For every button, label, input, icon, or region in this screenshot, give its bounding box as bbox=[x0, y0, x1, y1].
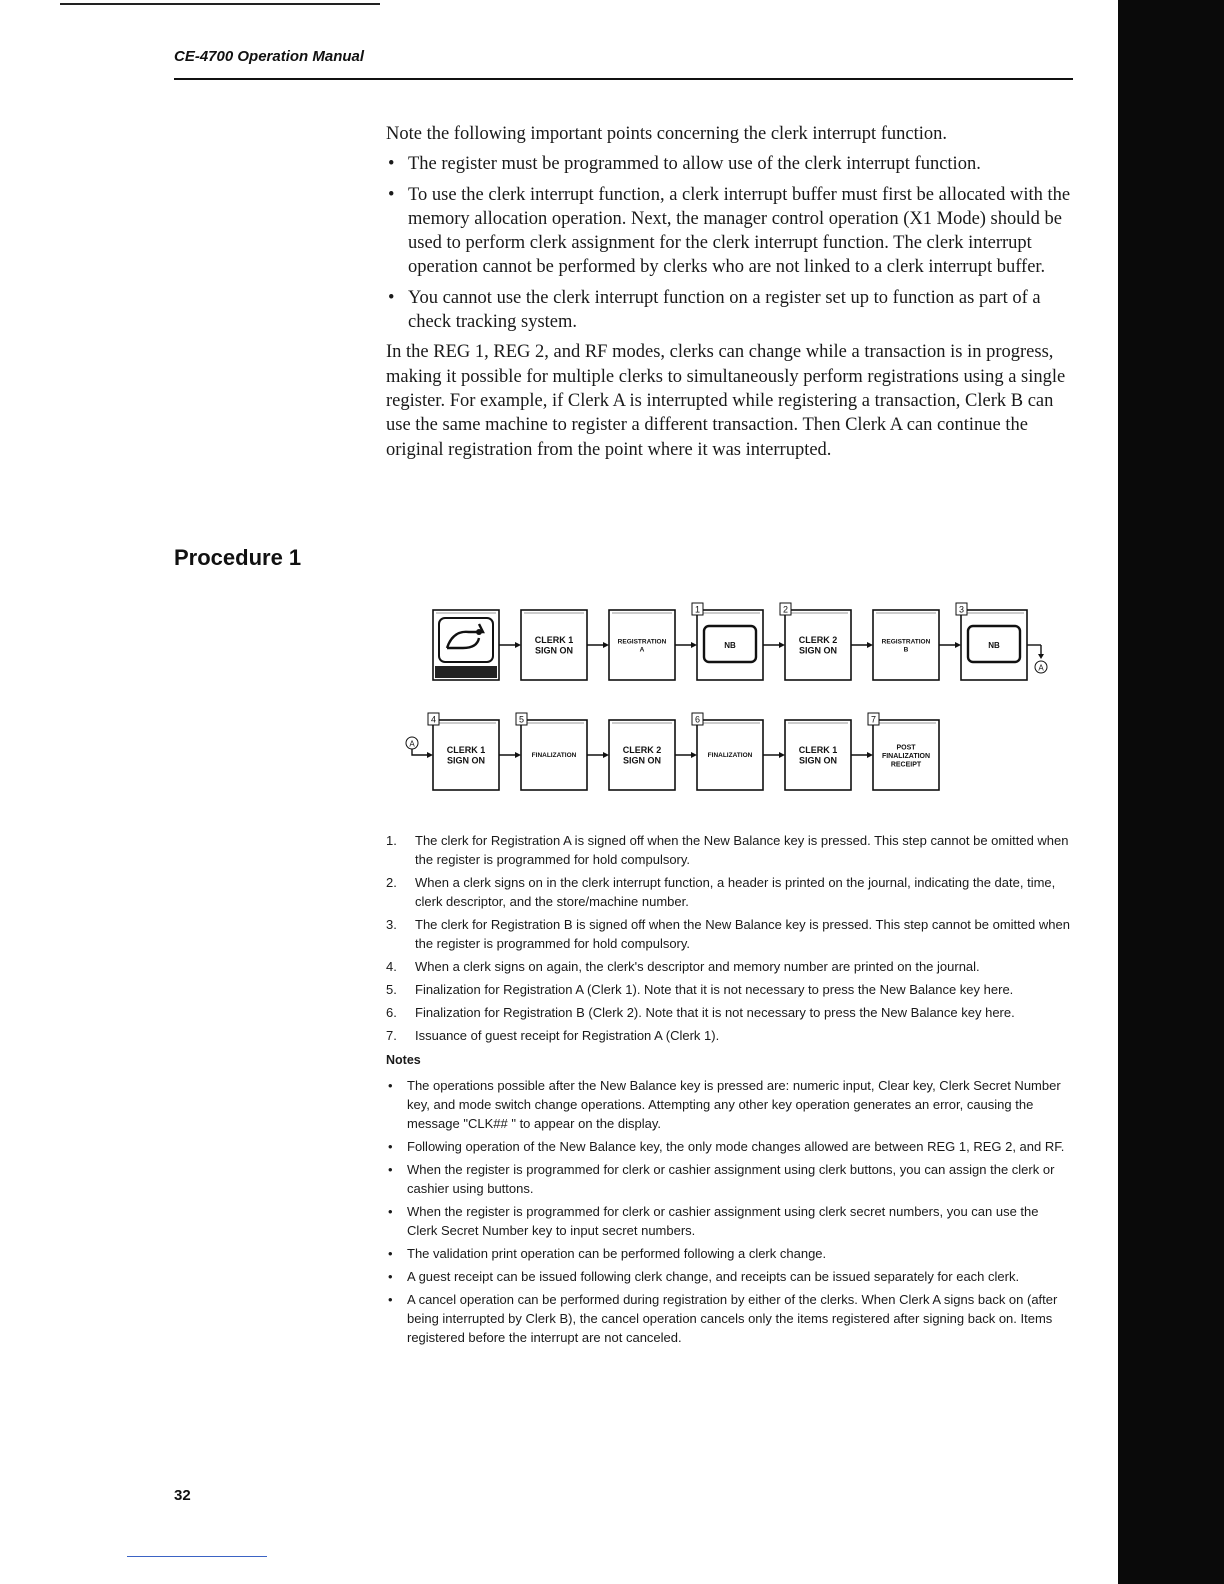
note-item: • The operations possible after the New Balance key is pressed are: numeric input, Clear key, Clerk Secret Number key, and mode switch change operations. Attempting any other key operation generates an error, causing the message "CLK## " to appear on the display. bbox=[386, 1076, 1072, 1133]
flow-box-label: CLERK 1 bbox=[446, 745, 486, 755]
flow-box-label: SIGN ON bbox=[622, 755, 662, 766]
mode-switch-knob-icon bbox=[476, 629, 482, 635]
step-marker-number: 1 bbox=[694, 604, 701, 615]
scan-bottom-rule bbox=[127, 1556, 267, 1557]
page-number: 32 bbox=[174, 1487, 191, 1504]
flowchart-svg bbox=[400, 598, 1080, 798]
step-text: When a clerk signs on again, the clerk's descriptor and memory number are printed on the journal. bbox=[415, 959, 980, 974]
flow-arrowhead bbox=[779, 642, 785, 648]
flow-box-label: REGISTRATION bbox=[617, 638, 667, 646]
flow-box-label: RECEIPT bbox=[890, 761, 922, 769]
step-text: The clerk for Registration A is signed off when the New Balance key is pressed. This step cannot be omitted when the register is programmed for hold compulsory. bbox=[415, 833, 1069, 867]
step-number: 2. bbox=[386, 875, 397, 890]
mode-switch-base bbox=[435, 666, 497, 678]
intro-paragraph: Note the following important points concerning the clerk interrupt function. bbox=[386, 124, 948, 144]
flow-box-label: SIGN ON bbox=[798, 645, 838, 656]
points-list bbox=[386, 152, 1072, 334]
note-item: • When the register is programmed for clerk or cashier assignment using clerk secret numbers, you can use the Clerk Secret Number key to input secret numbers. bbox=[386, 1202, 1072, 1240]
flow-arrowhead bbox=[515, 642, 521, 648]
step-item bbox=[386, 980, 1072, 999]
step-item bbox=[386, 957, 1072, 976]
flow-box-label: SIGN ON bbox=[534, 645, 574, 656]
point-item: • To use the clerk interrupt function, a clerk interrupt buffer must first be allocated with the memory allocation operation. Next, the manager control operation (X1 Mode) should be used to perform clerk assignment for the clerk interrupt function. The clerk interrupt operation cannot be performed by clerks who are not linked to a clerk interrupt buffer. bbox=[386, 183, 1072, 280]
nb-key-label: NB bbox=[724, 641, 736, 650]
connector-arrowhead bbox=[427, 752, 433, 758]
note-item: • The validation print operation can be performed following a clerk change. bbox=[386, 1244, 1072, 1263]
step-text: When a clerk signs on in the clerk interrupt function, a header is printed on the journal, indicating the date, time, clerk descriptor, and the store/machine number. bbox=[415, 875, 1056, 909]
step-marker-number: 3 bbox=[958, 604, 965, 615]
explanation-paragraph: In the REG 1, REG 2, and RF modes, clerks can change while a transaction is in progress, making it possible for multiple clerks to simultaneously perform registrations using a single register. For example, if Clerk A is interrupted while registering a transaction, Clerk B can use the same machine to register a different transaction. Then Clerk A can continue the original registration from the point where it was interrupted. bbox=[386, 342, 1066, 460]
step-text: Finalization for Registration A (Clerk 1). Note that it is not necessary to press the New Balance key here. bbox=[415, 982, 1014, 997]
flow-box-label: FINALIZATION bbox=[881, 752, 931, 760]
scan-edge-bar bbox=[1118, 0, 1224, 1584]
step-number: 5. bbox=[386, 982, 397, 997]
running-head: CE-4700 Operation Manual bbox=[174, 48, 365, 65]
notes-heading: Notes bbox=[386, 1053, 421, 1067]
flow-box-label: POST bbox=[896, 744, 916, 752]
step-text: Issuance of guest receipt for Registration A (Clerk 1). bbox=[415, 1028, 720, 1043]
step-marker-number: 2 bbox=[782, 604, 789, 615]
step-item bbox=[386, 915, 1072, 953]
flow-arrowhead bbox=[691, 752, 697, 758]
mode-switch-body bbox=[439, 618, 493, 662]
step-number: 7. bbox=[386, 1028, 397, 1043]
flow-box-label: A bbox=[639, 646, 645, 654]
procedure-steps bbox=[386, 831, 1072, 1351]
step-item bbox=[386, 1003, 1072, 1022]
flow-arrowhead bbox=[867, 752, 873, 758]
connector-line bbox=[412, 749, 429, 755]
nb-key-label: NB bbox=[988, 641, 1000, 650]
step-item bbox=[386, 831, 1072, 869]
step-text: The clerk for Registration B is signed off when the New Balance key is pressed. This step cannot be omitted when the register is programmed for hold compulsory. bbox=[415, 917, 1070, 951]
flow-box-label: CLERK 1 bbox=[798, 745, 838, 755]
flow-arrowhead bbox=[955, 642, 961, 648]
flow-box-label: FINALIZATION bbox=[531, 752, 577, 760]
flow-arrowhead bbox=[867, 642, 873, 648]
flow-box-label: FINALIZATION bbox=[707, 752, 753, 760]
connector-label: A bbox=[1038, 663, 1044, 673]
step-number: 6. bbox=[386, 1005, 397, 1020]
flow-arrowhead bbox=[603, 642, 609, 648]
flow-box-label: CLERK 1 bbox=[534, 635, 574, 645]
step-number: 3. bbox=[386, 917, 397, 932]
header-rule bbox=[174, 78, 1073, 80]
connector-label: A bbox=[409, 739, 415, 749]
body-text bbox=[386, 122, 1072, 468]
step-marker-number: 4 bbox=[430, 714, 437, 725]
flow-box-label: SIGN ON bbox=[446, 755, 486, 766]
flow-arrowhead bbox=[691, 642, 697, 648]
note-item: • A guest receipt can be issued following clerk change, and receipts can be issued separately for each clerk. bbox=[386, 1267, 1072, 1286]
step-marker-number: 5 bbox=[518, 714, 525, 725]
step-number: 4. bbox=[386, 959, 397, 974]
point-item: • You cannot use the clerk interrupt function on a register set up to function as part of a check tracking system. bbox=[386, 286, 1072, 335]
flow-box-label: CLERK 2 bbox=[798, 635, 838, 645]
note-item: • When the register is programmed for clerk or cashier assignment using clerk buttons, you can assign the clerk or cashier using buttons. bbox=[386, 1160, 1072, 1198]
point-item: • The register must be programmed to allow use of the clerk interrupt function. bbox=[386, 152, 1072, 176]
flow-arrowhead bbox=[779, 752, 785, 758]
connector-arrowhead bbox=[1038, 654, 1044, 659]
step-number: 1. bbox=[386, 833, 397, 848]
note-item: • Following operation of the New Balance key, the only mode changes allowed are between REG 1, REG 2, and RF. bbox=[386, 1137, 1072, 1156]
procedure-flowchart bbox=[400, 598, 1080, 798]
section-heading: Procedure 1 bbox=[174, 545, 302, 570]
flow-box-label: SIGN ON bbox=[798, 755, 838, 766]
step-item bbox=[386, 1026, 1072, 1045]
step-marker-number: 7 bbox=[870, 714, 877, 725]
step-marker-number: 6 bbox=[694, 714, 701, 725]
flow-box-label: CLERK 2 bbox=[622, 745, 662, 755]
flow-arrowhead bbox=[515, 752, 521, 758]
step-item bbox=[386, 873, 1072, 911]
flow-box-label: REGISTRATION bbox=[881, 638, 931, 646]
step-text: Finalization for Registration B (Clerk 2). Note that it is not necessary to press the New Balance key here. bbox=[415, 1005, 1015, 1020]
note-item: • A cancel operation can be performed during registration by either of the clerks. When Clerk A signs back on (after being interrupted by Clerk B), the cancel operation cancels only the items registered after signing back on. Items registered before the interrupt are not canceled. bbox=[386, 1290, 1072, 1347]
scan-top-rule bbox=[60, 3, 380, 5]
flow-arrowhead bbox=[603, 752, 609, 758]
flow-box-label: B bbox=[903, 646, 909, 654]
